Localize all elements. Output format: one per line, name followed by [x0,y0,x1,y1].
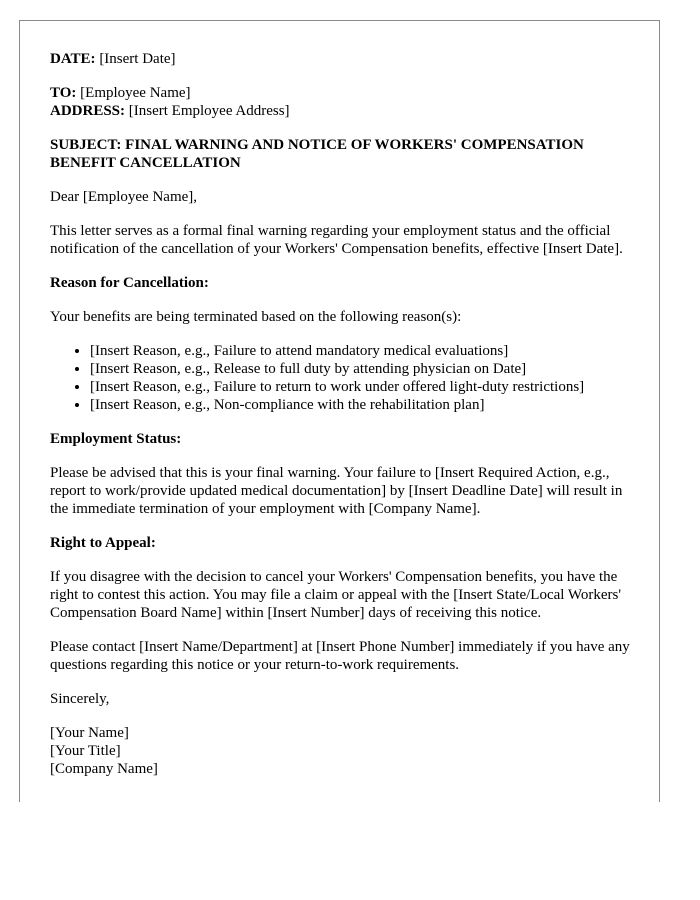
letter-content [50,50,640,794]
list-item: • [Insert Reason, e.g., Release to full duty by attending physician on Date] [90,360,640,378]
date-label: DATE: [50,51,96,67]
list-item: • [Insert Reason, e.g., Failure to return to work under offered light-duty restrictions] [90,378,640,396]
signature-name: [Your Name] [50,725,129,741]
intro-paragraph: This letter serves as a formal final warning regarding your employment status and the official notification of the cancellation of your Workers' Compensation benefits, effective [Insert Date]. [50,223,623,257]
reason-list [50,342,640,414]
to-line [50,84,640,102]
contact-paragraph: Please contact [Insert Name/Department] at [Insert Phone Number] immediately if you have any questions regarding this notice or your return-to-work requirements. [50,639,630,673]
salutation: Dear [Employee Name], [50,189,198,205]
subject-line: SUBJECT: FINAL WARNING AND NOTICE OF WORKERS' COMPENSATION BENEFIT CANCELLATION [50,137,584,171]
address-value: [Insert Employee Address] [128,103,290,119]
signature-block [50,724,640,778]
appeal-heading: Right to Appeal: [50,535,156,551]
to-value: [Employee Name] [80,85,191,101]
closing: Sincerely, [50,691,110,707]
employment-paragraph: Please be advised that this is your final warning. Your failure to [Insert Required Action, e.g., report to work/provide updated medical documentation] by [Insert Deadline Date] will result in the immediate termination of your employment with [Company Name]. [50,465,623,517]
date-value: [Insert Date] [99,51,176,67]
reason-heading: Reason for Cancellation: [50,275,209,291]
reason-lead: Your benefits are being terminated based on the following reason(s): [50,309,462,325]
signature-title: [Your Title] [50,743,121,759]
list-item: • [Insert Reason, e.g., Non-compliance with the rehabilitation plan] [90,396,640,414]
letter-page [19,20,660,802]
employment-heading: Employment Status: [50,431,182,447]
signature-company: [Company Name] [50,761,158,777]
list-item: • [Insert Reason, e.g., Failure to attend mandatory medical evaluations] [90,342,640,360]
address-label: ADDRESS: [50,103,126,119]
appeal-paragraph: If you disagree with the decision to cancel your Workers' Compensation benefits, you have the right to contest this action. You may file a claim or appeal with the [Insert State/Local Workers' Compensation Board Name] within [Insert Number] days of receiving this notice. [50,569,622,621]
address-line [50,102,640,120]
to-label: TO: [50,85,77,101]
date-block [50,50,640,68]
recipient-block [50,84,640,120]
